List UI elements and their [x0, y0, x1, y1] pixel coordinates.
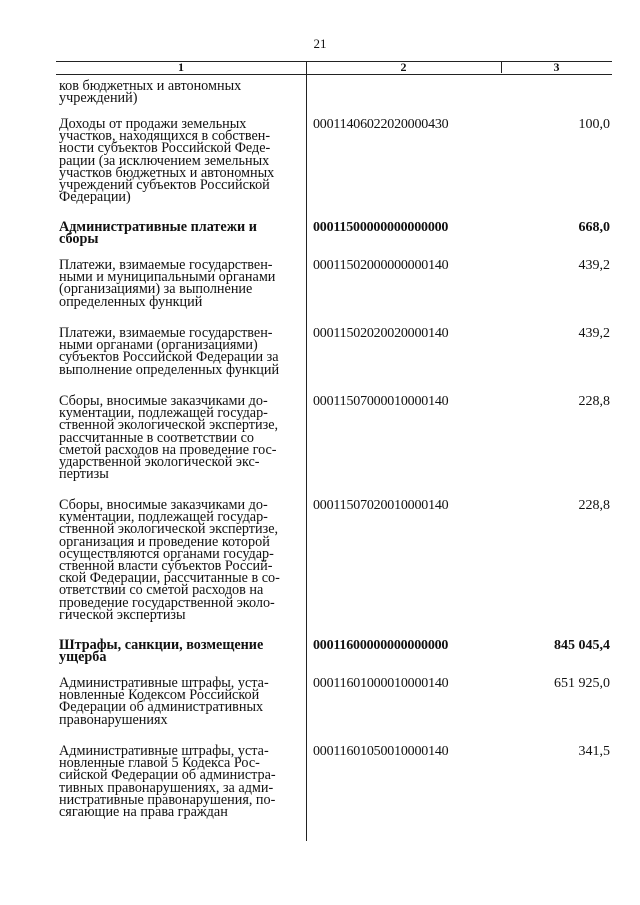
row-code: 00011406022020000430	[313, 117, 449, 132]
description-line: тивных правонарушениях, за адми-	[59, 779, 274, 796]
row-description	[59, 78, 299, 107]
description-line: выполнение определенных функций	[59, 361, 280, 378]
row-value: 845 045,4	[554, 638, 610, 653]
row-value: 439,2	[578, 326, 610, 341]
description-line: сягающие на права граждан	[59, 804, 228, 821]
header-col-1: 1	[178, 60, 184, 74]
description-line: ударственной экологической экс-	[59, 454, 260, 471]
description-line: Федерации)	[59, 189, 131, 206]
table-header	[56, 61, 612, 75]
row-value: 228,8	[578, 498, 610, 513]
revenue-table	[56, 61, 612, 841]
description-line: ущерба	[59, 649, 107, 666]
row-value: 439,2	[578, 258, 610, 273]
page-number: 21	[313, 36, 327, 51]
description-line: субъектов Российской Федерации за	[59, 349, 279, 366]
description-line: осуществляются органами государ-	[59, 545, 274, 562]
description-line: Штрафы, санкции, возмещение	[59, 637, 264, 653]
header-col-2: 2	[400, 60, 407, 74]
row-code: 00011500000000000000	[313, 220, 449, 235]
row-description	[59, 116, 299, 206]
description-line: ответствии со сметой расходов на	[59, 582, 264, 599]
description-line: правонарушениях	[59, 711, 168, 728]
description-line: Платежи, взимаемые государствен-	[59, 257, 273, 273]
description-line: рации (за исключением земельных	[59, 152, 270, 169]
description-line: нистративные правонарушения, по-	[59, 791, 276, 808]
description-line: ственной власти субъектов Россий-	[59, 558, 273, 575]
description-line: ков бюджетных и автономных	[59, 78, 242, 94]
row-value: 668,0	[578, 220, 610, 235]
description-line: проведение государственной эколо-	[59, 594, 275, 611]
description-line: сийской Федерации об администра-	[59, 767, 276, 784]
description-line: ственной экологической экспертизе,	[59, 521, 279, 538]
row-description	[59, 259, 299, 308]
description-line: учреждений субъектов Российской	[59, 177, 270, 194]
description-line: определенных функций	[59, 293, 203, 310]
description-line: Административные штрафы, уста-	[59, 675, 269, 691]
description-line: новленные Кодексом Российской	[59, 687, 260, 704]
column-divider-1	[306, 61, 307, 841]
description-line: участков, находящихся в собствен-	[59, 128, 271, 145]
description-line: учреждений)	[59, 90, 138, 107]
description-line: пертизы	[59, 466, 109, 483]
description-line: ными органами (организациями)	[59, 337, 258, 354]
row-description	[59, 327, 299, 376]
row-description	[59, 637, 299, 666]
row-description	[59, 219, 299, 248]
row-code: 00011507000010000140	[313, 394, 449, 409]
description-line: кументации, подлежащей государ-	[59, 405, 268, 422]
description-line: Сборы, вносимые заказчиками до-	[59, 497, 268, 513]
description-line: ственной экологической экспертизе,	[59, 417, 279, 434]
row-value: 341,5	[578, 744, 610, 759]
description-line: сметой расходов на проведение гос-	[59, 441, 277, 458]
description-line: кументации, подлежащей государ-	[59, 509, 268, 526]
row-code: 00011601050010000140	[313, 744, 449, 759]
description-line: организация и проведение которой	[59, 533, 270, 550]
row-description	[59, 499, 299, 621]
description-line: новленные главой 5 Кодекса Рос-	[59, 755, 260, 772]
row-value: 651 925,0	[554, 676, 610, 691]
description-line: ности субъектов Российской Феде-	[59, 140, 271, 157]
row-code: 00011502020020000140	[313, 326, 449, 341]
description-line: (организациями) за выполнение	[59, 281, 253, 298]
description-line: ными и муниципальными органами	[59, 269, 276, 286]
row-description	[59, 677, 299, 726]
header-col-3: 3	[553, 60, 560, 74]
description-line: Доходы от продажи земельных	[59, 116, 247, 132]
row-value: 228,8	[578, 394, 610, 409]
row-code: 00011600000000000000	[313, 638, 449, 653]
row-code: 00011502000000000140	[313, 258, 449, 273]
description-line: ской Федерации, рассчитанные в со-	[59, 570, 280, 587]
description-line: Административные штрафы, уста-	[59, 743, 269, 759]
description-line: Платежи, взимаемые государствен-	[59, 325, 273, 341]
description-line: гической экспертизы	[59, 606, 186, 623]
description-line: Сборы, вносимые заказчиками до-	[59, 393, 268, 409]
description-line: рассчитанные в соответствии со	[59, 429, 255, 446]
row-description	[59, 393, 299, 483]
row-value: 100,0	[578, 117, 610, 132]
row-code: 00011507020010000140	[313, 498, 449, 513]
description-line: Административные платежи и	[59, 219, 257, 235]
description-line: сборы	[59, 231, 99, 248]
row-description	[59, 743, 299, 821]
description-line: участков бюджетных и автономных	[59, 164, 275, 181]
row-code: 00011601000010000140	[313, 676, 449, 691]
description-line: Федерации об административных	[59, 699, 264, 716]
column-divider-2	[501, 61, 502, 73]
